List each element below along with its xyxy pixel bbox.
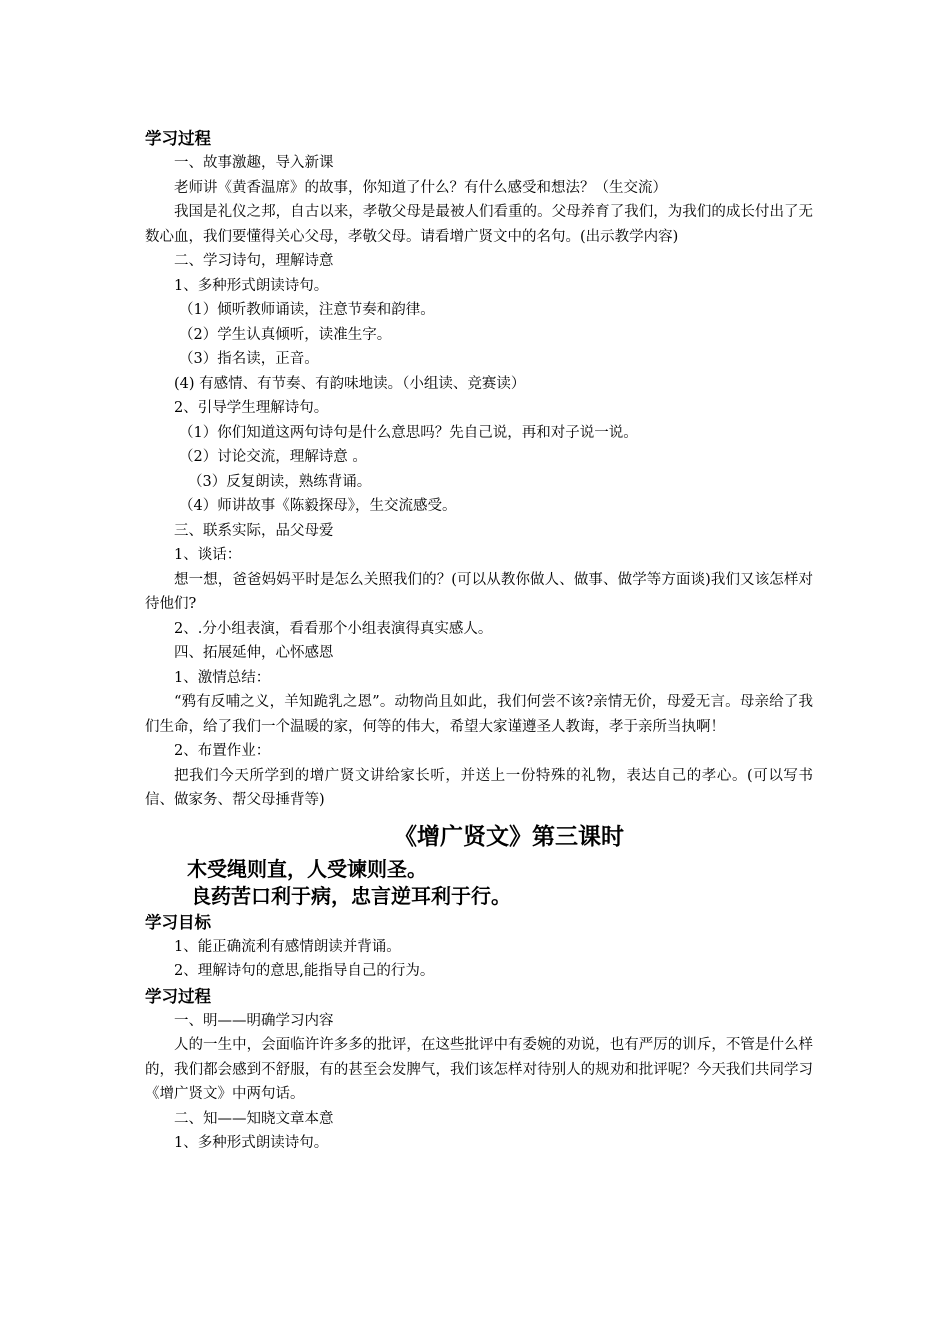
list-item: （2）讨论交流，理解诗意 。: [179, 449, 367, 465]
section-heading-learning-process: 学习过程: [145, 129, 211, 148]
section-heading-learning-goals: 学习目标: [145, 912, 211, 932]
lesson-title: 《增广贤文》第三课时: [394, 822, 624, 850]
step-heading: 三、联系实际，品父母爱: [174, 522, 334, 539]
list-item: 1、谈话：: [174, 547, 242, 563]
list-item: 2、引导学生理解诗句。: [174, 400, 329, 416]
list-item: （4）师讲故事《陈毅探母》，生交流感受。: [179, 498, 457, 514]
paragraph: 把我们今天所学到的增广贤文讲给家长听，并送上一份特殊的礼物，表达自己的孝心。(可以写书信、做家务、帮父母捶背等): [145, 767, 813, 808]
list-item: （2）学生认真倾听，读准生字。: [179, 326, 392, 343]
step-heading: 二、知——知晓文章本意: [174, 1110, 334, 1127]
list-item: 1、多种形式朗读诗句。: [174, 1135, 329, 1151]
goal-item: 1、能正确流利有感情朗读并背诵。: [174, 938, 401, 955]
list-item: （3）反复朗读，熟练背诵。: [188, 473, 372, 490]
list-item: 1、激情总结：: [174, 669, 271, 686]
goal-item: 2、理解诗句的意思,能指导自己的行为。: [174, 963, 435, 979]
list-item: （1）倾听教师诵读，注意节奏和韵律。: [179, 302, 435, 318]
list-item: 2、.分小组表演，看看那个小组表演得真实感人。: [174, 620, 493, 637]
step-heading: 一、故事激趣，导入新课: [174, 155, 334, 171]
paragraph: 老师讲《黄香温席》的故事，你知道了什么？有什么感受和想法？（生交流）: [174, 179, 667, 196]
paragraph: 我国是礼仪之邦，自古以来，孝敬父母是最被人们看重的。父母养育了我们，为我们的成长付出了无数心血，我们要懂得关心父母，孝敬父母。请看增广贤文中的名句。(出示教学内容): [145, 204, 813, 245]
section-heading-learning-process: 学习过程: [145, 986, 211, 1006]
list-item: 2、布置作业：: [174, 743, 271, 759]
paragraph: 想一想，爸爸妈妈平时是怎么关照我们的？(可以从教你做人、做事、做学等方面谈)我们又该怎样对待他们?: [145, 571, 813, 612]
paragraph: “鸦有反哺之义，羊知跪乳之恩”。动物尚且如此，我们何尝不该?亲情无价，母爱无言。母亲给了我们生命，给了我们一个温暖的家，何等的伟大，希望大家谨遵圣人教诲，孝于亲所当执啊！: [145, 694, 813, 735]
paragraph: 人的一生中，会面临许许多多的批评，在这些批评中有委婉的劝说，也有严厉的训斥，不管是什么样的，我们都会感到不舒服，有的甚至会发脾气，我们该怎样对待别人的规劝和批评呢？今天我们共同学习《增广贤文》中两句话。: [145, 1037, 813, 1102]
verse-line: 木受绳则直，人受谏则圣。: [187, 856, 427, 881]
step-heading: 二、学习诗句，理解诗意: [174, 253, 334, 269]
step-heading: 一、明——明确学习内容: [174, 1012, 334, 1029]
list-item: （3）指名读，正音。: [179, 351, 319, 367]
step-heading: 四、拓展延伸，心怀感恩: [174, 645, 334, 661]
verse-line: 良药苦口利于病，忠言逆耳利于行。: [191, 883, 511, 908]
document-content: [145, 126, 813, 1156]
list-item: (4) 有感情、有节奏、有韵味地读。（小组读、竞赛读）: [174, 375, 526, 392]
list-item: 1、多种形式朗读诗句。: [174, 277, 329, 294]
list-item: （1）你们知道这两句诗句是什么意思吗？先自己说，再和对子说一说。: [179, 424, 638, 441]
